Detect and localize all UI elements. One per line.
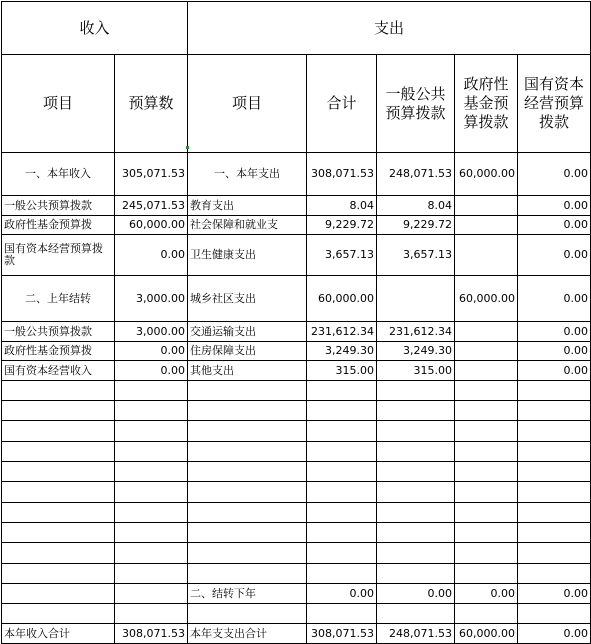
expense-item-cell[interactable]: 城乡社区支出 [188, 276, 307, 322]
capital-cell[interactable]: 0.00 [518, 361, 591, 381]
totals-row [2, 624, 591, 644]
total-cell[interactable]: 315.00 [307, 361, 377, 381]
blank-row [2, 564, 591, 584]
income-budget-header: 预算数 [115, 55, 188, 153]
income-item-cell[interactable]: 国有资本经营预算拨款 [2, 235, 115, 276]
expense-item-cell[interactable]: 一、本年支出 [188, 153, 307, 196]
blank-cell[interactable] [518, 604, 591, 624]
total-header: 合计 [307, 55, 377, 153]
capital-cell[interactable]: 0.00 [518, 276, 591, 322]
blank-cell[interactable] [307, 462, 377, 482]
blank-row [2, 421, 591, 442]
blank-cell[interactable] [115, 482, 188, 503]
blank-cell[interactable] [307, 381, 377, 401]
expense-item-cell[interactable]: 教育支出 [188, 196, 307, 216]
blank-cell[interactable] [518, 462, 591, 482]
blank-cell[interactable] [115, 604, 188, 624]
blank-cell[interactable] [115, 564, 188, 584]
gov-fund-header: 政府性基金预算拨款 [455, 55, 518, 153]
table-row [2, 196, 591, 216]
blank-cell[interactable] [455, 482, 518, 503]
expense-item-cell[interactable]: 社会保障和就业支 [188, 216, 307, 235]
blank-cell[interactable] [2, 503, 115, 523]
blank-cell[interactable] [455, 381, 518, 401]
blank-cell[interactable] [188, 482, 307, 503]
capital-cell[interactable]: 0.00 [518, 322, 591, 342]
totals-income-value-cell[interactable]: 308,071.53 [115, 624, 188, 644]
blank-cell[interactable] [115, 381, 188, 401]
blank-cell[interactable] [115, 401, 188, 421]
general-cell[interactable]: 315.00 [377, 361, 455, 381]
table-row [2, 361, 591, 381]
blank-row [2, 462, 591, 482]
blank-cell[interactable] [2, 523, 115, 543]
totals-expense-item-cell[interactable]: 本年支支出合计 [188, 624, 307, 644]
blank-cell[interactable] [115, 462, 188, 482]
blank-cell[interactable] [2, 564, 115, 584]
blank-cell[interactable] [115, 543, 188, 564]
blank-cell[interactable] [2, 604, 115, 624]
fund-cell[interactable] [455, 196, 518, 216]
carryover-total-cell[interactable]: 0.00 [307, 584, 377, 604]
fund-cell[interactable] [455, 216, 518, 235]
general-cell[interactable] [377, 276, 455, 322]
income-value-cell[interactable]: 305,071.53 [115, 153, 188, 196]
blank-cell[interactable] [188, 604, 307, 624]
blank-cell[interactable] [2, 442, 115, 462]
blank-cell[interactable] [188, 421, 307, 442]
income-item-cell[interactable]: 政府性基金预算拨 [2, 216, 115, 235]
blank-cell[interactable] [377, 503, 455, 523]
blank-cell[interactable] [188, 401, 307, 421]
blank-cell[interactable] [307, 503, 377, 523]
income-item-cell[interactable]: 一般公共预算拨款 [2, 196, 115, 216]
blank-cell[interactable] [307, 482, 377, 503]
fund-cell[interactable] [455, 322, 518, 342]
budget-table [1, 1, 591, 644]
blank-cell[interactable] [377, 564, 455, 584]
blank-cell[interactable] [188, 564, 307, 584]
blank-cell[interactable] [307, 564, 377, 584]
blank-cell[interactable] [455, 401, 518, 421]
blank-cell[interactable] [518, 503, 591, 523]
blank-cell[interactable] [377, 543, 455, 564]
blank-cell[interactable] [377, 482, 455, 503]
blank-cell[interactable] [2, 584, 115, 604]
blank-cell[interactable] [188, 543, 307, 564]
capital-cell[interactable]: 0.00 [518, 235, 591, 276]
blank-row [2, 604, 591, 624]
blank-row [2, 401, 591, 421]
capital-cell[interactable]: 0.00 [518, 216, 591, 235]
income-item-cell[interactable]: 政府性基金预算拨 [2, 342, 115, 361]
blank-cell[interactable] [307, 401, 377, 421]
blank-cell[interactable] [377, 523, 455, 543]
blank-row [2, 482, 591, 503]
expense-item-cell[interactable]: 卫生健康支出 [188, 235, 307, 276]
fund-cell[interactable]: 60,000.00 [455, 153, 518, 196]
blank-cell[interactable] [188, 462, 307, 482]
income-item-header: 项目 [2, 55, 115, 153]
blank-cell[interactable] [455, 503, 518, 523]
blank-cell[interactable] [377, 401, 455, 421]
income-item-cell[interactable]: 国有资本经营收入 [2, 361, 115, 381]
blank-row [2, 543, 591, 564]
section-header-row [2, 2, 591, 55]
blank-cell[interactable] [2, 462, 115, 482]
general-cell[interactable]: 3,657.13 [377, 235, 455, 276]
blank-cell[interactable] [518, 381, 591, 401]
totals-income-item-cell[interactable]: 本年收入合计 [2, 624, 115, 644]
general-cell[interactable]: 9,229.72 [377, 216, 455, 235]
income-value-cell[interactable]: 0.00 [115, 235, 188, 276]
blank-cell[interactable] [455, 462, 518, 482]
blank-cell[interactable] [2, 482, 115, 503]
blank-row [2, 381, 591, 401]
expense-item-header: 项目 [188, 55, 307, 153]
expense-item-cell[interactable]: 其他支出 [188, 361, 307, 381]
totals-fund-cell[interactable]: 60,000.00 [455, 624, 518, 644]
blank-cell[interactable] [115, 503, 188, 523]
blank-cell[interactable] [188, 523, 307, 543]
income-value-cell[interactable]: 0.00 [115, 342, 188, 361]
table-row [2, 216, 591, 235]
blank-cell[interactable] [455, 523, 518, 543]
blank-cell[interactable] [518, 442, 591, 462]
blank-cell[interactable] [455, 421, 518, 442]
general-public-header: 一般公共预算拨款 [377, 55, 455, 153]
blank-cell[interactable] [518, 401, 591, 421]
table-row [2, 276, 591, 322]
fund-cell[interactable] [455, 235, 518, 276]
fund-cell[interactable]: 60,000.00 [455, 276, 518, 322]
carryover-capital-cell[interactable]: 0.00 [518, 584, 591, 604]
blank-cell[interactable] [307, 604, 377, 624]
general-cell[interactable]: 3,249.30 [377, 342, 455, 361]
blank-row [2, 442, 591, 462]
general-cell[interactable]: 248,071.53 [377, 153, 455, 196]
blank-cell[interactable] [2, 381, 115, 401]
blank-cell[interactable] [455, 543, 518, 564]
blank-cell[interactable] [518, 482, 591, 503]
blank-cell[interactable] [518, 564, 591, 584]
capital-cell[interactable]: 0.00 [518, 153, 591, 196]
blank-row [2, 503, 591, 523]
cell-comment-marker [186, 146, 189, 149]
income-value-cell[interactable]: 60,000.00 [115, 216, 188, 235]
state-capital-header: 国有资本经营预算拨款 [518, 55, 591, 153]
income-value-cell[interactable]: 3,000.00 [115, 276, 188, 322]
blank-cell[interactable] [115, 442, 188, 462]
total-cell[interactable]: 60,000.00 [307, 276, 377, 322]
column-header-row [2, 55, 591, 153]
capital-cell[interactable]: 0.00 [518, 342, 591, 361]
income-item-cell[interactable]: 二、上年结转 [2, 276, 115, 322]
blank-cell[interactable] [377, 421, 455, 442]
income-value-cell[interactable]: 3,000.00 [115, 322, 188, 342]
blank-cell[interactable] [307, 442, 377, 462]
total-cell[interactable]: 308,071.53 [307, 153, 377, 196]
general-cell[interactable]: 8.04 [377, 196, 455, 216]
expense-item-cell[interactable]: 交通运输支出 [188, 322, 307, 342]
table-row [2, 322, 591, 342]
carryover-row [2, 584, 591, 604]
blank-cell[interactable] [377, 462, 455, 482]
blank-cell[interactable] [188, 381, 307, 401]
blank-cell[interactable] [518, 543, 591, 564]
blank-cell[interactable] [2, 543, 115, 564]
blank-cell[interactable] [377, 381, 455, 401]
total-cell[interactable]: 8.04 [307, 196, 377, 216]
total-cell[interactable]: 9,229.72 [307, 216, 377, 235]
blank-cell[interactable] [115, 421, 188, 442]
totals-total-cell[interactable]: 308,071.53 [307, 624, 377, 644]
blank-cell[interactable] [188, 442, 307, 462]
blank-cell[interactable] [115, 584, 188, 604]
income-value-cell[interactable]: 0.00 [115, 361, 188, 381]
blank-cell[interactable] [115, 523, 188, 543]
blank-cell[interactable] [307, 543, 377, 564]
blank-cell[interactable] [518, 523, 591, 543]
table-row [2, 235, 591, 276]
blank-cell[interactable] [455, 564, 518, 584]
blank-cell[interactable] [377, 604, 455, 624]
blank-cell[interactable] [455, 442, 518, 462]
table-row [2, 153, 591, 196]
expense-section-title: 支出 [188, 2, 591, 55]
blank-cell[interactable] [307, 421, 377, 442]
expense-item-cell[interactable]: 住房保障支出 [188, 342, 307, 361]
income-section-title: 收入 [2, 2, 188, 55]
income-item-cell[interactable]: 一、本年收入 [2, 153, 115, 196]
income-value-cell[interactable]: 245,071.53 [115, 196, 188, 216]
totals-capital-cell[interactable]: 0.00 [518, 624, 591, 644]
blank-cell[interactable] [188, 503, 307, 523]
income-item-cell[interactable]: 一般公共预算拨款 [2, 322, 115, 342]
blank-cell[interactable] [455, 604, 518, 624]
carryover-fund-cell[interactable]: 0.00 [455, 584, 518, 604]
total-cell[interactable]: 3,249.30 [307, 342, 377, 361]
carryover-item-cell[interactable]: 二、结转下年 [188, 584, 307, 604]
fund-cell[interactable] [455, 361, 518, 381]
totals-general-cell[interactable]: 248,071.53 [377, 624, 455, 644]
fund-cell[interactable] [455, 342, 518, 361]
total-cell[interactable]: 3,657.13 [307, 235, 377, 276]
blank-cell[interactable] [377, 442, 455, 462]
carryover-general-cell[interactable]: 0.00 [377, 584, 455, 604]
total-cell[interactable]: 231,612.34 [307, 322, 377, 342]
capital-cell[interactable]: 0.00 [518, 196, 591, 216]
general-cell[interactable]: 231,612.34 [377, 322, 455, 342]
table-row [2, 342, 591, 361]
blank-cell[interactable] [2, 401, 115, 421]
blank-row [2, 523, 591, 543]
blank-cell[interactable] [518, 421, 591, 442]
blank-cell[interactable] [307, 523, 377, 543]
blank-cell[interactable] [2, 421, 115, 442]
